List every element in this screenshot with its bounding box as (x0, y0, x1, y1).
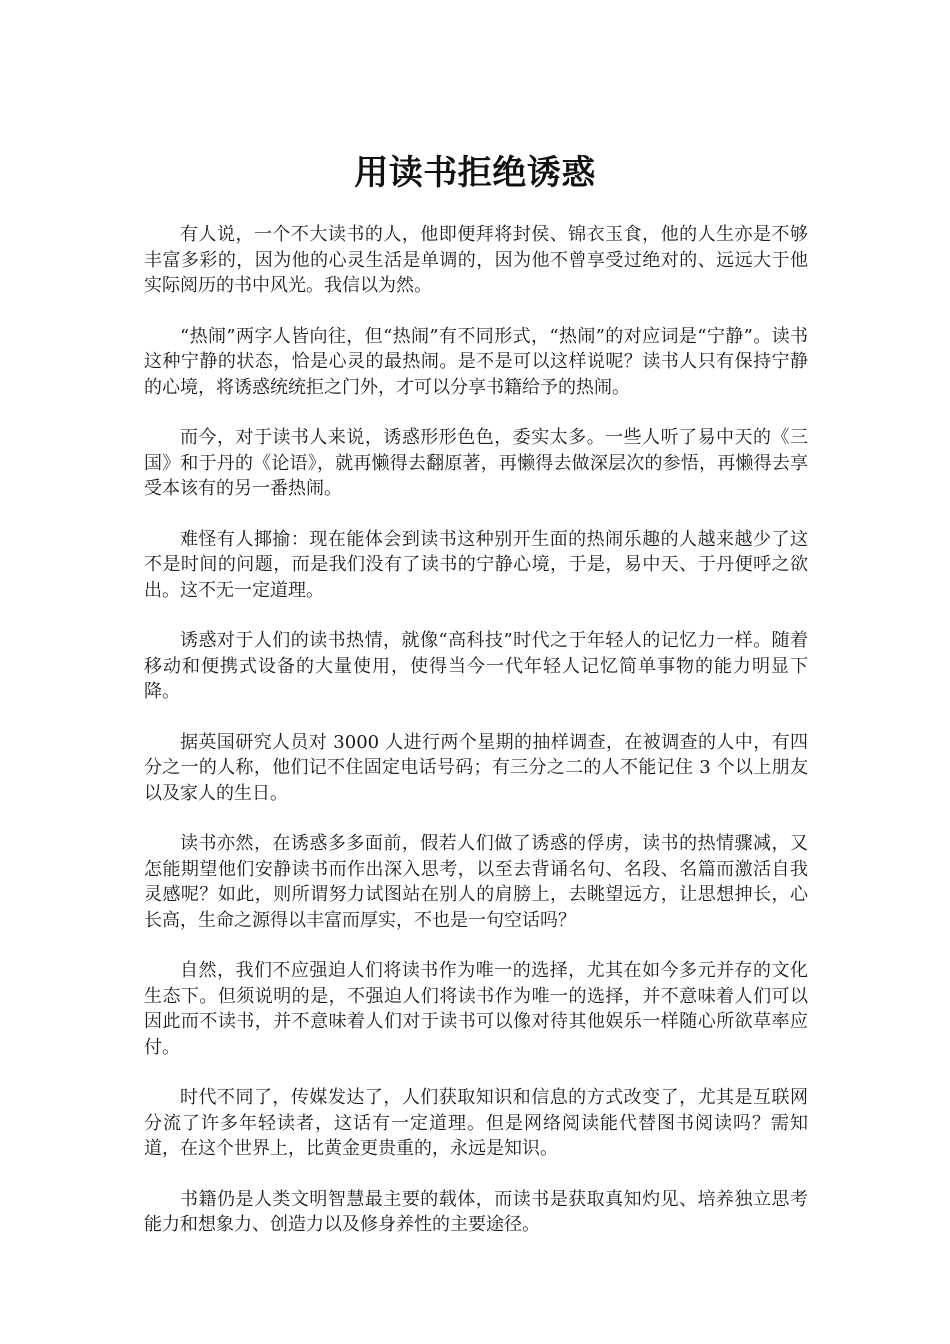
paragraph: “热闹”两字人皆向往，但“热闹”有不同形式，“热闹”的对应词是“宁静”。读书这种宁静的状态，恰是心灵的最热闹。是不是可以这样说呢？读书人只有保持宁静的心境，将诱惑统统拒之门外，才可以分享书籍给予的热闹。 (144, 325, 808, 398)
paragraph: 读书亦然，在诱惑多多面前，假若人们做了诱惑的俘虏，读书的热情骤减，又怎能期望他们安静读书而作出深入思考，以至去背诵名句、名段、名篇而激活自我灵感呢？如此，则所谓努力试图站在别人的肩膀上，去眺望远方，让思想抻长，心长高，生命之源得以丰富而厚实，不也是一句空话吗？ (144, 833, 808, 931)
paragraph: 书籍仍是人类文明智慧最主要的载体，而读书是获取真知灼见、培养独立思考能力和想象力、创造力以及修身养性的主要途径。 (144, 1188, 808, 1235)
document-body (144, 222, 808, 1263)
paragraph: 诱惑对于人们的读书热情，就像“高科技”时代之于年轻人的记忆力一样。随着移动和便携式设备的大量使用，使得当今一代年轻人记忆简单事物的能力明显下降。 (144, 630, 808, 702)
paragraph: 时代不同了，传媒发达了，人们获取知识和信息的方式改变了，尤其是互联网分流了许多年轻读者，这话有一定道理。但是网络阅读能代替图书阅读吗？需知道，在这个世界上，比黄金更贵重的，永远是知识。 (144, 1087, 808, 1159)
paragraph: 自然，我们不应强迫人们将读书作为唯一的选择，尤其在如今多元并存的文化生态下。但须说明的是，不强迫人们将读书作为唯一的选择，并不意味着人们可以因此而不读书，并不意味着人们对于读书可以像对待其他娱乐一样随心所欲草率应付。 (144, 960, 808, 1058)
paragraph: 而今，对于读书人来说，诱惑形形色色，委实太多。一些人听了易中天的《三国》和于丹的《论语》，就再懒得去翻原著，再懒得去做深层次的参悟，再懒得去享受本该有的另一番热闹。 (144, 427, 808, 499)
paragraph: 据英国研究人员对 3000 人进行两个星期的抽样调查，在被调查的人中，有四分之一的人称，他们记不住固定电话号码；有三分之二的人不能记住 3 个以上朋友以及家人的生日。 (144, 731, 808, 804)
paragraph: 难怪有人揶揄：现在能体会到读书这种别开生面的热闹乐趣的人越来越少了这不是时间的问题，而是我们没有了读书的宁静心境，于是，易中天、于丹便呼之欲出。这不无一定道理。 (144, 528, 808, 601)
paragraph: 有人说，一个不大读书的人，他即便拜将封侯、锦衣玉食，他的人生亦是不够丰富多彩的，因为他的心灵生活是单调的，因为他不曾享受过绝对的、远远大于他实际阅历的书中风光。我信以为然。 (144, 224, 808, 296)
document-title: 用读书拒绝诱惑 (354, 152, 596, 193)
